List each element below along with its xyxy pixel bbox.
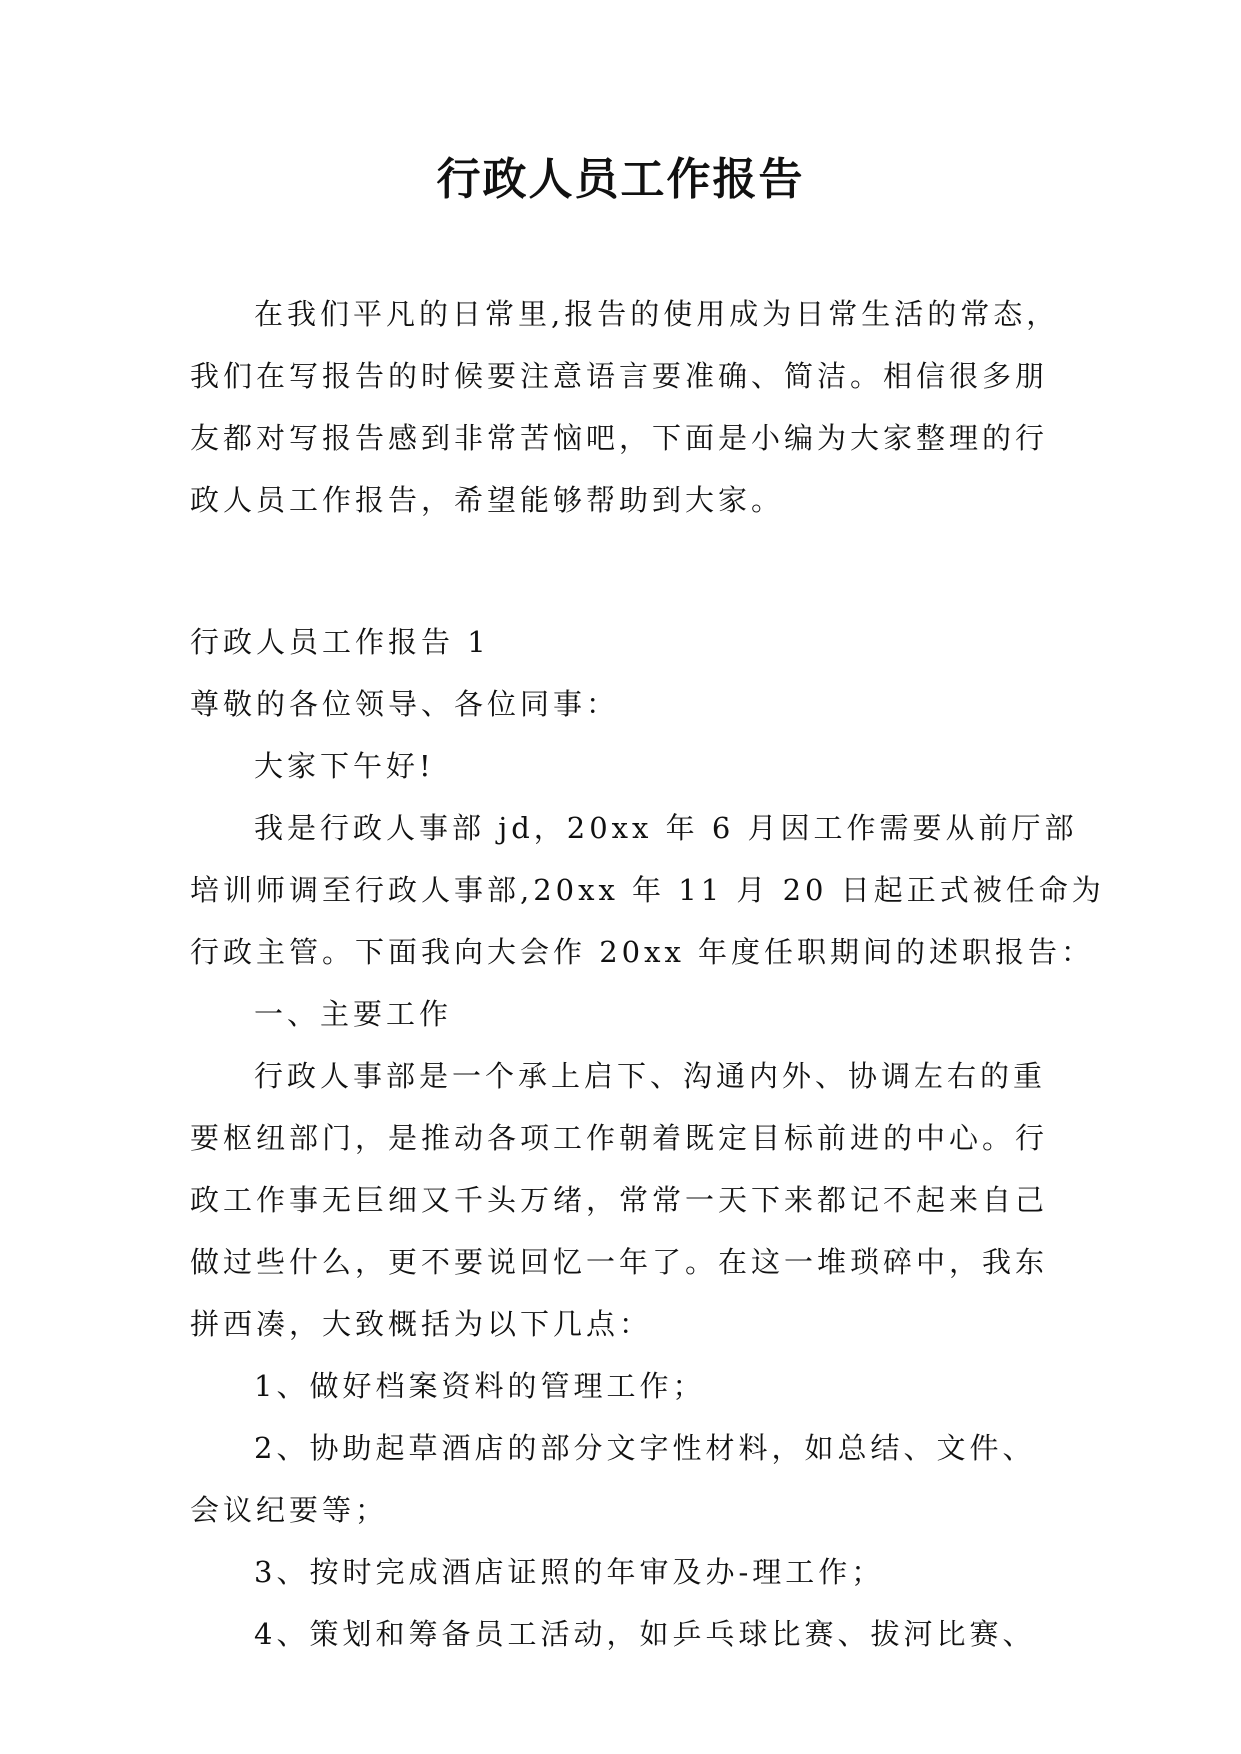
section-heading: 行政人员工作报告 1 <box>190 625 490 659</box>
list-item-1: 1、做好档案资料的管理工作； <box>254 1369 706 1403</box>
paragraph-2 <box>190 1045 1060 1355</box>
list-item-2 <box>190 1417 1060 1541</box>
para1-line-2: 培训师调至行政人事部,20xx 年 11 月 20 日起正式被任命为 <box>190 873 1105 907</box>
intro-line-1: 在我们平凡的日常里,报告的使用成为日常生活的常态， <box>254 297 1060 331</box>
document-body <box>190 283 1105 1665</box>
list-item-2-line-2: 会议纪要等； <box>190 1493 389 1527</box>
para1-line-1: 我是行政人事部 jd，20xx 年 6 月因工作需要从前厅部 <box>254 811 1078 845</box>
paragraph-gap <box>190 531 1060 611</box>
intro-paragraph <box>190 283 1060 531</box>
para2-line-5: 拼西凑，大致概括为以下几点： <box>190 1307 653 1341</box>
list-item-3: 3、按时完成酒店证照的年审及办-理工作； <box>254 1555 885 1589</box>
intro-line-3: 友都对写报告感到非常苦恼吧，下面是小编为大家整理的行 <box>190 421 1049 455</box>
salutation: 尊敬的各位领导、各位同事： <box>190 687 620 721</box>
greeting: 大家下午好! <box>254 749 435 783</box>
intro-line-2: 我们在写报告的时候要注意语言要准确、简洁。相信很多朋 <box>190 359 1049 393</box>
list-item-4: 4、策划和筹备员工活动，如乒乓球比赛、拔河比赛、 <box>254 1617 1036 1651</box>
para1-line-3: 行政主管。下面我向大会作 20xx 年度任职期间的述职报告： <box>190 935 1095 969</box>
heading-main-work: 一、主要工作 <box>254 997 453 1031</box>
para2-line-1: 行政人事部是一个承上启下、沟通内外、协调左右的重 <box>254 1059 1047 1093</box>
para2-line-3: 政工作事无巨细又千头万绪，常常一天下来都记不起来自己 <box>190 1183 1049 1217</box>
para2-line-4: 做过些什么，更不要说回忆一年了。在这一堆琐碎中，我东 <box>190 1245 1049 1279</box>
list-item-2-line-1: 2、协助起草酒店的部分文字性材料，如总结、文件、 <box>254 1431 1036 1465</box>
para2-line-2: 要枢纽部门，是推动各项工作朝着既定目标前进的中心。行 <box>190 1121 1049 1155</box>
intro-line-4: 政人员工作报告，希望能够帮助到大家。 <box>190 483 785 517</box>
paragraph-1 <box>190 797 1105 983</box>
document-title: 行政人员工作报告 <box>436 154 805 205</box>
